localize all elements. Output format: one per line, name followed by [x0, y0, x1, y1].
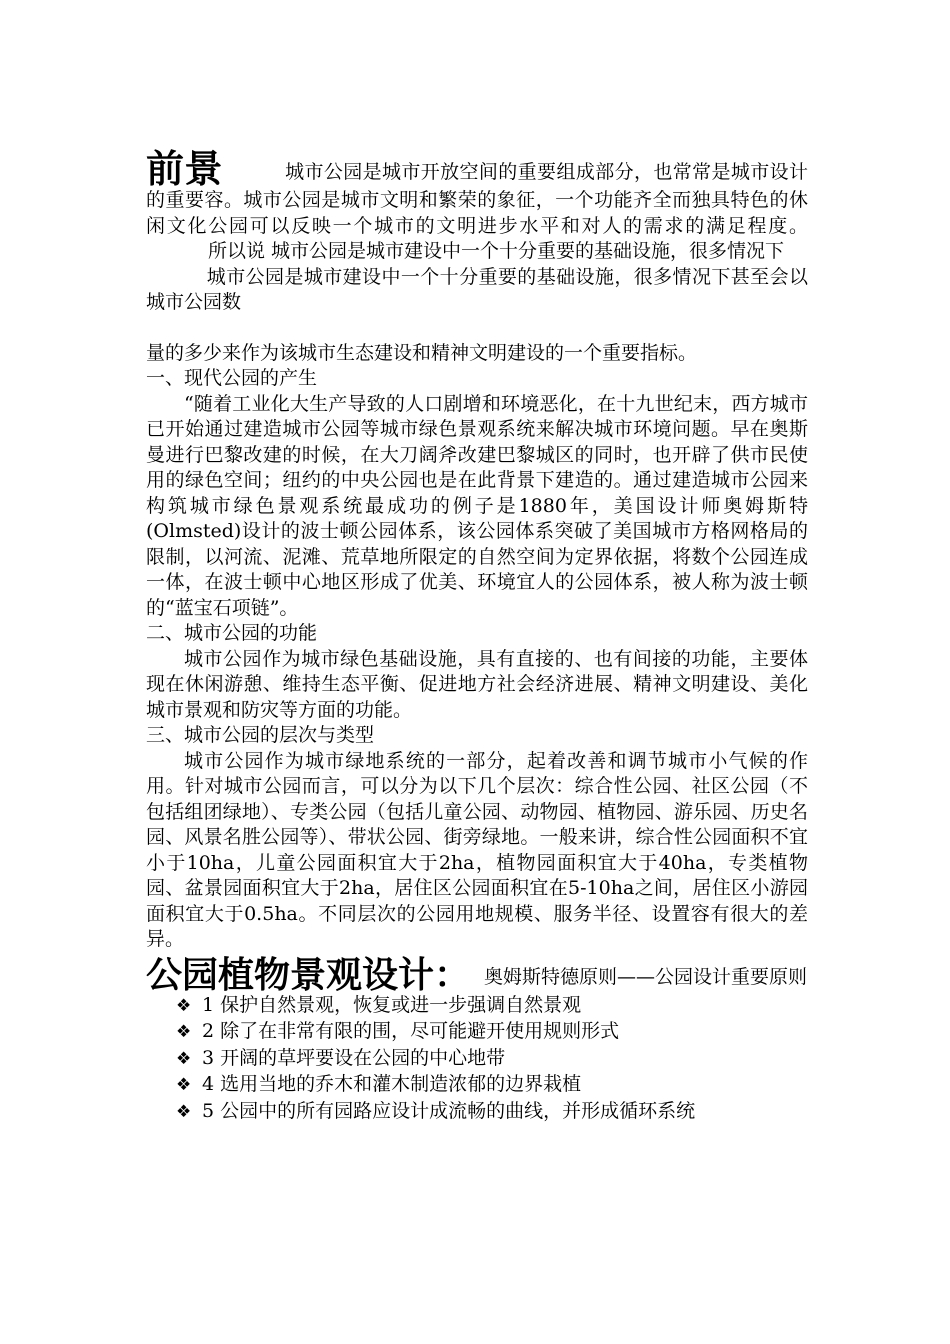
- design-heading-paragraph: [146, 953, 808, 996]
- list-item: ❖ 4 选用当地的乔木和灌木制造浓郁的边界栽植: [176, 1072, 808, 1099]
- principle-list: [146, 993, 808, 1126]
- diamond-bullet-icon: ❖: [176, 1075, 192, 1095]
- heading-qianjing: 前景: [146, 146, 223, 191]
- intro-text-2: 所以说 城市公园是城市建设中一个十分重要的基础设施，很多情况下: [208, 240, 785, 262]
- section-title-2: 二、城市公园的功能: [146, 622, 318, 644]
- diamond-bullet-icon: ❖: [176, 1101, 192, 1122]
- document-body: [146, 146, 808, 1125]
- diamond-bullet-icon: ❖: [176, 995, 192, 1016]
- section-body-1: “随着工业化大生产导致的人口剧增和环境恶化，在十九世纪末，西方城市已开始通过建造城市公园等城市绿色景观系统来解决城市环境问题。早在奥斯曼进行巴黎改建的时候，在大刀阔斧改建巴黎城区的同时，也开辟了供市民使用的绿色空间；纽约的中央公园也是在此背景下建造的。通过建造城市公园来构筑城市绿色景观系统最成功的例子是1880年，美国设计师奥姆斯特(Olmsted)设计的波士顿公园体系，该公园体系突破了美国城市方格网格局的限制，以河流、泥滩、荒草地所限定的自然空间为定界依据，将数个公园连成一体，在波士顿中心地区形成了优美、环境宜人的公园体系，被人称为波士顿的“蓝宝石项链”。: [146, 392, 808, 619]
- section-body-2: 城市公园作为城市绿色基础设施，具有直接的、也有间接的功能，主要体现在休闲游憩、维持生态平衡、促进地方社会经济进展、精神文明建设、美化城市景观和防灾等方面的功能。: [146, 647, 808, 721]
- blank-line: [146, 316, 808, 341]
- diamond-bullet-icon: ❖: [176, 1048, 192, 1069]
- section-title-3: 三、城市公园的层次与类型: [146, 724, 375, 746]
- paragraph-2: 城市公园是城市建设中一个十分重要的基础设施，很多情况下甚至会以城市公园数: [146, 265, 808, 313]
- list-item: ❖ 2 除了在非常有限的围，尽可能避开使用规则形式: [176, 1019, 808, 1046]
- list-item: ❖ 3 开阔的草坪要设在公园的中心地带: [176, 1046, 808, 1073]
- heading-plant-design: 公园植物景观设计：: [146, 953, 471, 996]
- intro-text: 城市公园是城市开放空间的重要组成部分，也常常是城市设计的重要容。城市公园是城市文明和繁荣的象征，一个功能齐全而独具特色的休闲文化公园可以反映一个城市的文明进步水平和对人的需求的满足程度。: [146, 161, 808, 237]
- section-title-1: 一、现代公园的产生: [146, 367, 318, 389]
- list-item: ❖ 1 保护自然景观，恢复或进一步强调自然景观: [176, 993, 808, 1020]
- list-item: ❖ 5 公园中的所有园路应设计成流畅的曲线，并形成循环系统: [176, 1099, 808, 1126]
- principle-subtitle: 奥姆斯特德原则——公园设计重要原则: [484, 965, 808, 988]
- paragraph-3: 量的多少来作为该城市生态建设和精神文明建设的一个重要指标。: [146, 341, 698, 364]
- intro-paragraph: [146, 146, 808, 265]
- section-body-3: 城市公园作为城市绿地系统的一部分，起着改善和调节城市小气候的作用。针对城市公园而言，可以分为以下几个层次：综合性公园、社区公园（不包括组团绿地）、专类公园（包括儿童公园、动物园、植物园、游乐园、历史名园、风景名胜公园等）、带状公园、街旁绿地。一般来讲，综合性公园面积不宜小于10ha，儿童公园面积宜大于2ha，植物园面积宜大于40ha，专类植物园、盆景园面积宜大于2ha，居住区公园面积宜在5-10ha之间，居住区小游园面积宜大于0.5ha。不同层次的公园用地规模、服务半径、设置容有很大的差异。: [146, 749, 808, 950]
- diamond-bullet-icon: ❖: [176, 1022, 192, 1042]
